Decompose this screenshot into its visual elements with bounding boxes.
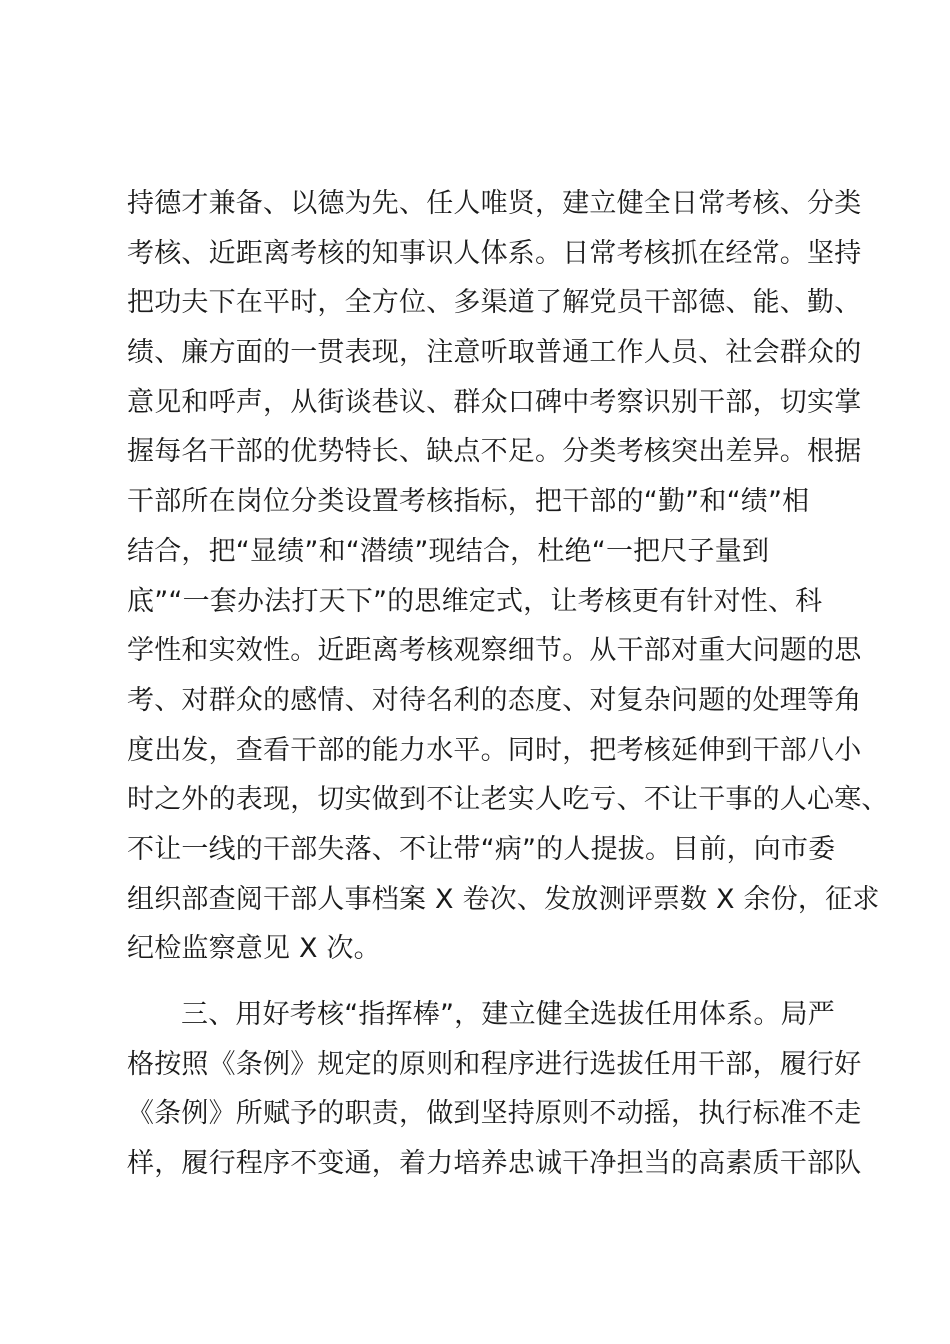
text-line: 组织部查阅干部人事档案 X 卷次、发放测评票数 X 余份，征求 (127, 883, 880, 915)
text-line: 纪检监察意见 X 次。 (127, 933, 381, 965)
text-line: 考、对群众的感情、对待名利的态度、对复杂问题的处理等角 (127, 684, 862, 716)
text-line: 意见和呼声，从街谈巷议、群众口碑中考察识别干部，切实掌 (127, 386, 862, 418)
text-line: 学性和实效性。近距离考核观察细节。从干部对重大问题的思 (127, 635, 862, 667)
text-line: 持德才兼备、以德为先、任人唯贤，建立健全日常考核、分类 (127, 188, 862, 219)
text-line: 底”“一套办法打天下”的思维定式，让考核更有针对性、科 (127, 585, 823, 617)
text-line: 不让一线的干部失落、不让带“病”的人提拔。目前，向市委 (127, 833, 836, 865)
text-line: 度出发，查看干部的能力水平。同时，把考核延伸到干部八小 (127, 734, 862, 766)
text-line: 时之外的表现，切实做到不让老实人吃亏、不让干事的人心寒、 (127, 784, 889, 816)
text-line: 样，履行程序不变通，着力培养忠诚干净担当的高素质干部队 (127, 1148, 862, 1180)
text-line: 结合，把“显绩”和“潜绩”现结合，杜绝“一把尺子量到 (127, 535, 770, 567)
text-line: 把功夫下在平时，全方位、多渠道了解党员干部德、能、勤、 (127, 287, 862, 319)
text-line: 握每名干部的优势特长、缺点不足。分类考核突出差异。根据 (127, 436, 862, 468)
text-line: 绩、廉方面的一贯表现，注意听取普通工作人员、社会群众的 (127, 337, 862, 369)
text-line: 格按照《条例》规定的原则和程序进行选拔任用干部，履行好 (127, 1048, 862, 1080)
text-line: 考核、近距离考核的知事识人体系。日常考核抓在经常。坚持 (127, 237, 862, 269)
document-body (127, 179, 889, 1189)
text-line: 《条例》所赋予的职责，做到坚持原则不动摇，执行标准不走 (127, 1098, 862, 1130)
text-line: 干部所在岗位分类设置考核指标，把干部的“勤”和“绩”相 (127, 486, 810, 518)
section-heading-line: 三、用好考核“指挥棒”，建立健全选拔任用体系。局严 (181, 999, 835, 1030)
